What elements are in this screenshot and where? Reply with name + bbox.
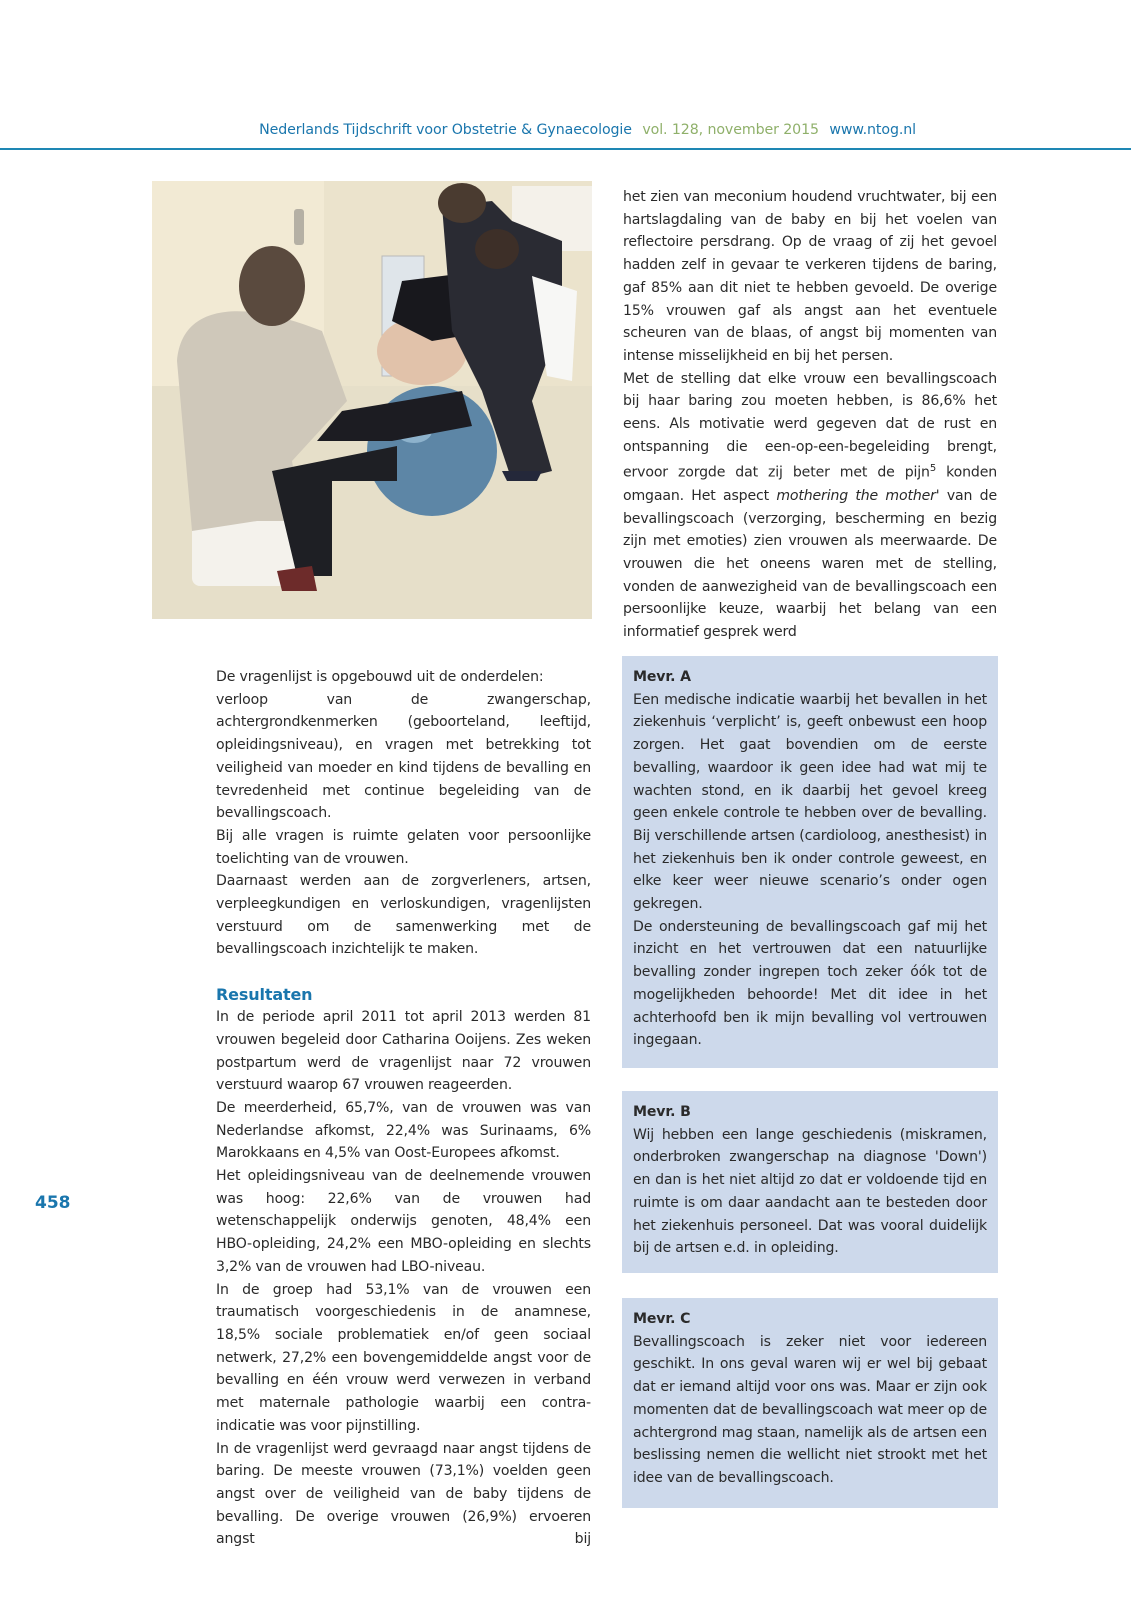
header-line [259, 122, 916, 138]
page-number: 458 [35, 1193, 71, 1213]
photo-illustration [152, 181, 592, 619]
quote-paragraph: Bevallingscoach is zeker niet voor iedereen geschikt. In ons geval waren wij er wel bij gebaat dat er iemand altijd voor ons was. Maar er zijn ook momenten dat de bevallingscoach wat meer op de achtergrond mag staan, namelijk als de artsen een beslissing nemen die wellicht niet strookt met het idee van de bevallingscoach. [633, 1333, 987, 1486]
paragraph: het zien van meconium houdend vruchtwater, bij een hartslagdaling van de baby en bij het voelen van reflectoire persdrang. Op de vraag of zij het gevoel hadden zelf in gevaar te verkeren tijdens de baring, gaf 85% aan dit niet te hebben gevoeld. De overige 15% vrouwen gaf als angst aan het eventuele scheuren van de blaas, of angst bij momenten van intense misselijkheid en bij het persen. [623, 189, 997, 364]
paragraph: Bij alle vragen is ruimte gelaten voor persoonlijke toelichting van de vrouwen. [216, 827, 591, 867]
quote-box-mevr-a [622, 656, 998, 1068]
right-column-text [623, 186, 997, 644]
text-run: konden omgaan. Het aspect [623, 465, 997, 504]
paragraph: In de vragenlijst werd gevraagd naar angst tijdens de baring. De meeste vrouwen (73,1%) voelden geen angst over de veiligheid van de baby tijdens de bevalling. De overige vrouwen (26,9%) ervoeren angst bij [216, 1440, 591, 1548]
emphasis: mothering the mother' [776, 487, 940, 504]
quote-box-mevr-c [622, 1298, 998, 1508]
section-heading-results: Resultaten [216, 985, 313, 1005]
quote-box-mevr-b [622, 1091, 998, 1273]
paragraph: Het opleidingsniveau van de deelnemende vrouwen was hoog: 22,6% van de vrouwen had wetenschappelijk onderwijs genoten, 48,4% een HBO-opleiding, 24,2% een MBO-opleiding en slechts 3,2% van de vrouwen had LBO-niveau. [216, 1168, 591, 1275]
quote-paragraph: Wij hebben een lange geschiedenis (miskramen, onderbroken zwangerschap na diagnose 'Down') en dan is het niet altijd zo dat er voldoende tijd en ruimte is om daar aandacht aan te besteden door het ziekenhuis personeel. Dat was vooral duidelijk bij de artsen e.d. in opleiding. [633, 1126, 987, 1257]
paragraph: Daarnaast werden aan de zorgverleners, artsen, verpleegkundigen en verloskundigen, vragenlijsten verstuurd om de samenwerking met de bevallingscoach inzichtelijk te maken. [216, 873, 591, 958]
journal-url: www.ntog.nl [829, 122, 916, 138]
paragraph: De meerderheid, 65,7%, van de vrouwen was van Nederlandse afkomst, 22,4% was Surinaams, 6% Marokkaans en 4,5% van Oost-Europees afkomst. [216, 1099, 591, 1162]
paragraph: In de periode april 2011 tot april 2013 werden 81 vrouwen begeleid door Catharina Ooijens. Zes weken postpartum werd de vragenlijst naar 72 vrouwen verstuurd waarop 67 vrouwen reageerden. [216, 1009, 591, 1094]
text-run: Met de stelling dat elke vrouw een bevallingscoach bij haar baring zou moeten hebben, is 86,6% het eens. Als motivatie werd gegeven dat de rust en ontspanning die een-op-een-begeleiding brengt, ervoor zorgde dat zij beter met de pijn [623, 370, 997, 482]
text-run: van de bevallingscoach (verzorging, bescherming en bezig zijn met emoties) zien vrouwen als meerwaarde. De vrouwen die het oneens waren met de stelling, vonden de aanwezigheid van de bevallingscoach een persoonlijke keuze, waarbij het belang van een informatief gesprek werd [623, 487, 997, 641]
journal-title: Nederlands Tijdschrift voor Obstetrie & Gynaecologie [259, 122, 632, 138]
footnote-ref[interactable]: 5 [929, 463, 937, 475]
paragraph [623, 368, 997, 644]
quote-title: Mevr. B [633, 1104, 691, 1120]
quote-title: Mevr. C [633, 1311, 691, 1327]
paragraph: verloop van de zwangerschap, achtergrondkenmerken (geboorteland, leeftijd, opleidingsniveau), en vragen met betrekking tot veiligheid van moeder en kind tijdens de bevalling en tevredenheid met continue begeleiding van de bevallingscoach. [216, 691, 591, 822]
journal-header [0, 118, 1131, 150]
quote-paragraph: Een medische indicatie waarbij het bevallen in het ziekenhuis ‘verplicht’ is, geeft onbewust een hoop zorgen. Het gaat bovendien om de eerste bevalling, waardoor ik geen idee had wat mij te wachten stond, en ik daarbij het gevoel kreeg geen enkele controle te hebben over de bevalling. Bij verschillende artsen (cardioloog, anesthesist) in het ziekenhuis ben ik onder controle geweest, en elke keer weer nieuwe scenario’s onder ogen gekregen. [633, 691, 987, 913]
volume-info: vol. 128, november 2015 [642, 122, 819, 138]
paragraph: In de groep had 53,1% van de vrouwen een traumatisch voorgeschiedenis in de anamnese, 18,5% sociale problematiek en/of geen sociaal netwerk, 27,2% een bovengemiddelde angst voor de bevalling en één vrouw werd verwezen in verband met maternale pathologie waarbij een contra-indicatie was voor pijnstilling. [216, 1281, 591, 1434]
quote-title: Mevr. A [633, 669, 691, 685]
article-photo [152, 181, 592, 619]
left-column-text [216, 666, 591, 1551]
paragraph: De vragenlijst is opgebouwd uit de onderdelen: [216, 669, 544, 685]
quote-paragraph: De ondersteuning de bevallingscoach gaf mij het inzicht en het vertrouwen dat een natuurlijke bevalling zonder ingrepen toch zeker óók tot de mogelijkheden behoorde! Met dit idee in het achterhoofd ben ik mijn bevalling vol vertrouwen ingegaan. [633, 918, 987, 1049]
